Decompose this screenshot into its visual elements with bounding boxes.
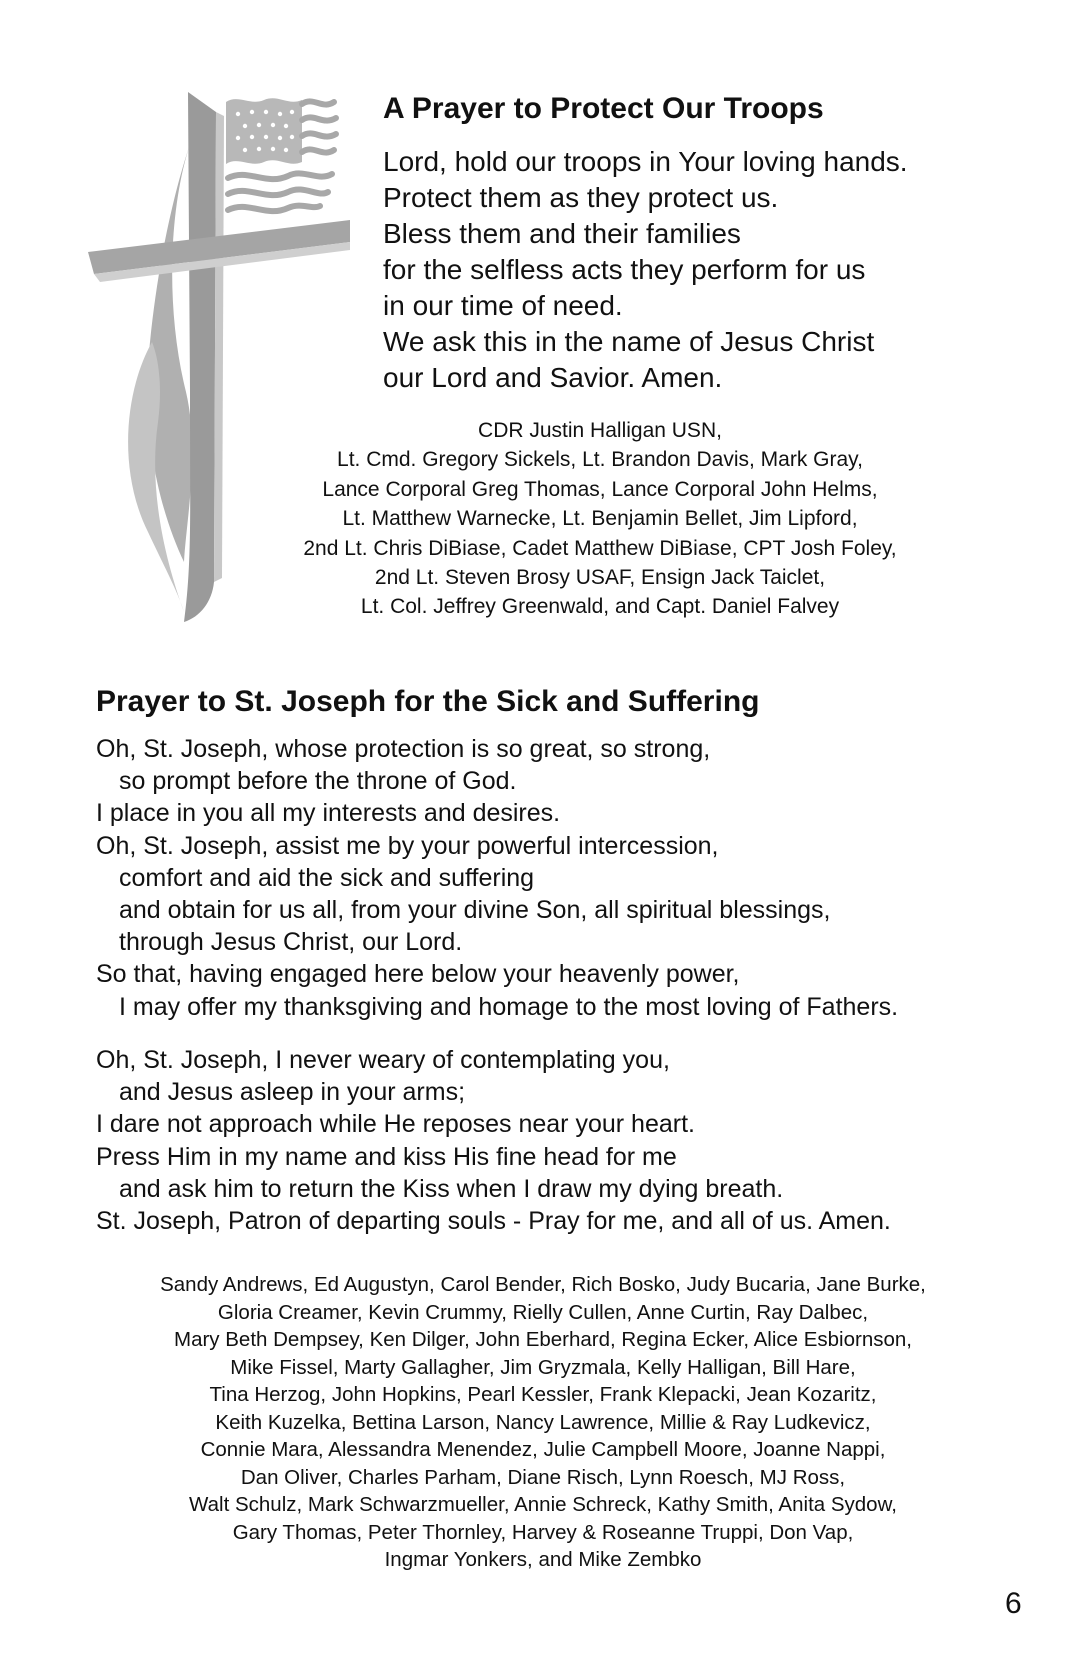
troops-prayer-body: [383, 144, 908, 396]
names-line: Connie Mara, Alessandra Menendez, Julie Campbell Moore, Joanne Nappi,: [200, 1438, 886, 1461]
names-line: 2nd Lt. Steven Brosy USAF, Ensign Jack Taiclet,: [374, 566, 826, 590]
prayer-line: I may offer my thanksgiving and homage to the most loving of Fathers.: [119, 992, 899, 1021]
prayer-line: through Jesus Christ, our Lord.: [119, 928, 463, 957]
names-line: Lt. Matthew Warnecke, Lt. Benjamin Bellet, Jim Lipford,: [342, 507, 858, 531]
joseph-prayer-stanza-2: [96, 1044, 891, 1237]
prayer-line: So that, having engaged here below your heavenly power,: [96, 960, 740, 989]
prayer-line: in our time of need.: [383, 290, 623, 321]
names-line: Lance Corporal Greg Thomas, Lance Corporal John Helms,: [322, 477, 878, 501]
prayer-line: Oh, St. Joseph, assist me by your powerful intercession,: [96, 831, 719, 860]
prayer-line: I place in you all my interests and desires.: [96, 799, 561, 828]
names-line: Tina Herzog, John Hopkins, Pearl Kessler, Frank Klepacki, Jean Kozaritz,: [209, 1383, 877, 1406]
prayer-line: comfort and aid the sick and suffering: [119, 863, 535, 892]
prayer-line: so prompt before the throne of God.: [119, 767, 517, 796]
names-line: Ingmar Yonkers, and Mike Zembko: [384, 1548, 702, 1571]
names-line: Gary Thomas, Peter Thornley, Harvey & Roseanne Truppi, Don Vap,: [232, 1520, 854, 1544]
prayer-line: and obtain for us all, from your divine Son, all spiritual blessings,: [119, 896, 831, 925]
names-line: Keith Kuzelka, Bettina Larson, Nancy Lawrence, Millie & Ray Ludkevicz,: [215, 1410, 871, 1434]
names-line: CDR Justin Halligan USN,: [478, 419, 722, 442]
joseph-prayer-title: Prayer to St. Joseph for the Sick and Suffering: [96, 685, 760, 718]
prayer-line: Oh, St. Joseph, whose protection is so great, so strong,: [96, 735, 711, 763]
names-line: Walt Schulz, Mark Schwarzmueller, Annie Schreck, Kathy Smith, Anita Sydow,: [189, 1493, 897, 1516]
prayer-line: and Jesus asleep in your arms;: [119, 1078, 466, 1107]
names-line: Lt. Col. Jeffrey Greenwald, and Capt. Daniel Falvey: [360, 595, 840, 619]
prayer-line: Lord, hold our troops in Your loving hands.: [383, 146, 908, 177]
names-line: Lt. Cmd. Gregory Sickels, Lt. Brandon Davis, Mark Gray,: [337, 448, 863, 472]
prayer-line: Protect them as they protect us.: [383, 182, 779, 213]
prayer-line: Press Him in my name and kiss His fine head for me: [96, 1142, 677, 1171]
prayer-line: We ask this in the name of Jesus Christ: [383, 326, 875, 357]
troops-names-list: [240, 416, 960, 622]
prayer-line: I dare not approach while He reposes near your heart.: [96, 1110, 695, 1139]
sick-names-list: [0, 1271, 1086, 1574]
names-line: Dan Oliver, Charles Parham, Diane Risch, Lynn Roesch, MJ Ross,: [240, 1465, 846, 1489]
names-line: Mary Beth Dempsey, Ken Dilger, John Eberhard, Regina Ecker, Alice Esbiornson,: [174, 1328, 912, 1351]
names-line: Sandy Andrews, Ed Augustyn, Carol Bender, Rich Bosko, Judy Bucaria, Jane Burke,: [160, 1273, 926, 1296]
prayer-line: for the selfless acts they perform for us: [383, 254, 866, 285]
names-line: Mike Fissel, Marty Gallagher, Jim Gryzmala, Kelly Halligan, Bill Hare,: [230, 1355, 856, 1379]
prayer-line: Bless them and their families: [383, 218, 741, 249]
prayer-line: and ask him to return the Kiss when I draw my dying breath.: [119, 1174, 784, 1203]
joseph-prayer-stanza-1: [96, 733, 898, 1023]
prayer-line: our Lord and Savior. Amen.: [383, 362, 723, 393]
prayer-line: Oh, St. Joseph, I never weary of contemplating you,: [96, 1046, 670, 1074]
names-line: Gloria Creamer, Kevin Crummy, Rielly Cullen, Anne Curtin, Ray Dalbec,: [217, 1300, 869, 1324]
prayer-line: St. Joseph, Patron of departing souls - Pray for me, and all of us. Amen.: [96, 1207, 891, 1236]
page-number: 6: [1005, 1587, 1022, 1620]
names-line: 2nd Lt. Chris DiBiase, Cadet Matthew DiBiase, CPT Josh Foley,: [303, 536, 897, 560]
troops-prayer-title: A Prayer to Protect Our Troops: [383, 92, 824, 125]
